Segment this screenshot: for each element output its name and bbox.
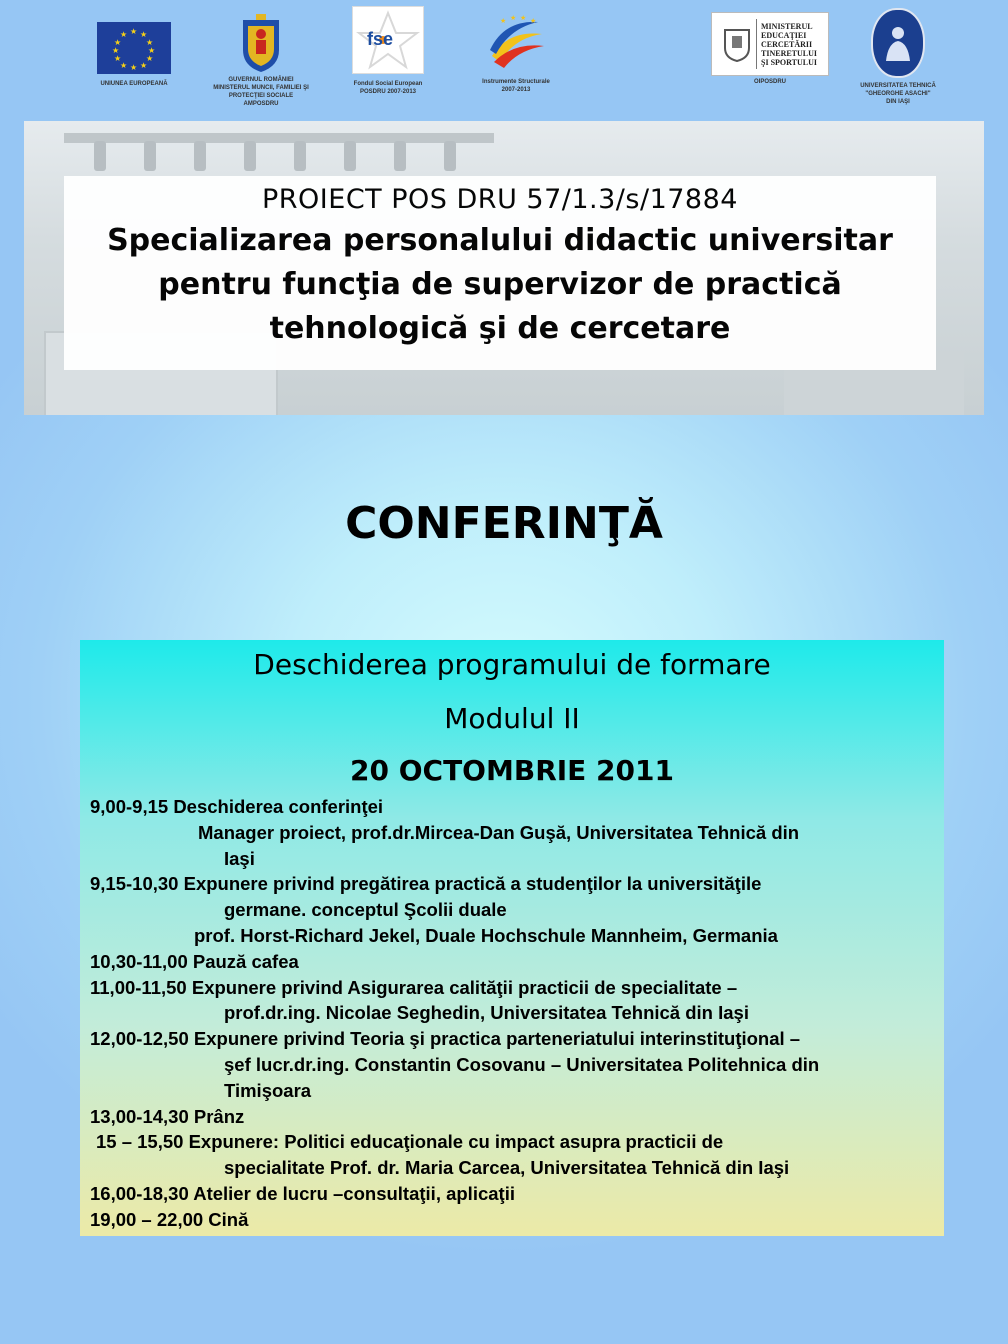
conference-title: CONFERINŢĂ	[345, 498, 663, 549]
svg-text:★: ★	[510, 14, 517, 22]
univ-caption-line: UNIVERSITATEA TEHNICĂ	[860, 83, 936, 89]
ministry-logo	[710, 12, 830, 76]
ministry-line: TINERETULUI	[761, 48, 818, 58]
ministry-line: ŞI SPORTULUI	[761, 57, 817, 67]
agenda-line: Timişoara	[224, 1079, 312, 1101]
agenda-list	[90, 794, 940, 1233]
project-title-line: pentru funcţia de supervizor de practică	[158, 267, 842, 302]
university-logo	[846, 8, 950, 106]
structural-instruments-logo	[470, 12, 562, 94]
government-logo	[200, 12, 322, 108]
program-date: 20 OCTOMBRIE 2011	[350, 754, 674, 787]
project-code: PROIECT POS DRU 57/1.3/s/17884	[262, 184, 738, 215]
romania-coat-of-arms-icon	[238, 12, 284, 74]
gov-caption-line: MINISTERUL MUNCII, FAMILIEI ŞI	[213, 85, 309, 91]
univ-caption-line: DIN IAŞI	[886, 99, 910, 105]
agenda-line: 11,00-11,50 Expunere privind Asigurarea calităţii practicii de specialitate –	[90, 976, 738, 998]
agenda-line: 12,00-12,50 Expunere privind Teoria şi practica parteneriatului interinstituţional –	[90, 1028, 801, 1050]
logo-row	[0, 0, 1008, 118]
agenda-line: 15 – 15,50 Expunere: Politici educaţionale cu impact asupra practicii de	[96, 1131, 724, 1153]
agenda-line: 16,00-18,30 Atelier de lucru –consultaţii, aplicaţii	[90, 1182, 515, 1204]
fse-logo	[342, 6, 434, 96]
fse-caption-line: POSDRU 2007-2013	[359, 89, 417, 95]
agenda-line: 13,00-14,30 Prânz	[90, 1105, 245, 1127]
svg-text:★: ★	[530, 17, 537, 25]
oiposdru-caption: OIPOSDRU	[753, 79, 786, 85]
svg-text:★: ★	[520, 14, 527, 22]
structural-instruments-icon	[484, 12, 548, 72]
agenda-line: şef lucr.dr.ing. Constantin Cosovanu – Universitatea Politehnica din	[224, 1053, 820, 1075]
agenda-line: Manager proiect, prof.dr.Mircea-Dan Guşă, Universitatea Tehnică din	[198, 821, 800, 843]
ministry-emblem-icon	[718, 19, 757, 69]
oiposdru-label	[744, 78, 796, 86]
university-seal-icon	[871, 8, 925, 78]
univ-caption-line: "GHEORGHE ASACHI"	[865, 91, 931, 97]
program-heading: Deschiderea programului de formare	[253, 648, 771, 681]
gov-caption-line: GUVERNUL ROMÂNIEI	[228, 77, 294, 83]
svg-text:★: ★	[500, 17, 507, 25]
project-title-line: Specializarea personalului didactic universitar	[107, 223, 893, 258]
agenda-line: 19,00 – 22,00 Cină	[90, 1208, 249, 1230]
program-panel	[80, 640, 944, 1236]
agenda-line: 9,15-10,30 Expunere privind pregătirea practică a studenţilor la universităţile	[90, 873, 762, 895]
agenda-line: Iaşi	[224, 847, 255, 869]
eu-caption: UNIUNEA EUROPEANĂ	[100, 81, 168, 87]
ministry-line: EDUCAŢIEI	[761, 30, 807, 40]
fse-logo-icon	[352, 6, 424, 74]
eu-logo	[92, 22, 176, 88]
fse-caption-line: Fondul Social European	[353, 81, 423, 87]
agenda-line: prof.dr.ing. Nicolae Seghedin, Universitatea Tehnică din Iaşi	[224, 1002, 749, 1024]
ministry-line: MINISTERUL	[761, 21, 813, 31]
gov-caption-line: AMPOSDRU	[243, 101, 279, 107]
eu-flag-icon: ★ ★ ★ ★ ★ ★ ★ ★ ★ ★ ★ ★	[97, 22, 171, 74]
project-banner	[24, 121, 984, 415]
agenda-line: 9,00-9,15 Deschiderea conferinţei	[90, 796, 384, 817]
instr-caption-line: Instrumente Structurale	[482, 79, 550, 85]
instr-caption-line: 2007-2013	[501, 87, 531, 93]
lab-equipment-background	[64, 133, 494, 143]
agenda-line: germane. conceptul Şcolii duale	[224, 899, 507, 921]
project-title-box	[64, 176, 936, 370]
agenda-line: prof. Horst-Richard Jekel, Duale Hochschule Mannheim, Germania	[194, 924, 778, 946]
ministry-line: CERCETĂRII	[761, 39, 813, 49]
agenda-line: specialitate Prof. dr. Maria Carcea, Universitatea Tehnică din Iaşi	[224, 1157, 790, 1179]
gov-caption-line: PROTECŢIEI SOCIALE	[228, 93, 294, 99]
project-title-line: tehnologică şi de cercetare	[269, 311, 731, 346]
agenda-line: 10,30-11,00 Pauză cafea	[90, 950, 299, 972]
program-module: Modulul II	[444, 702, 580, 735]
fse-logo-text: fse	[367, 29, 394, 49]
